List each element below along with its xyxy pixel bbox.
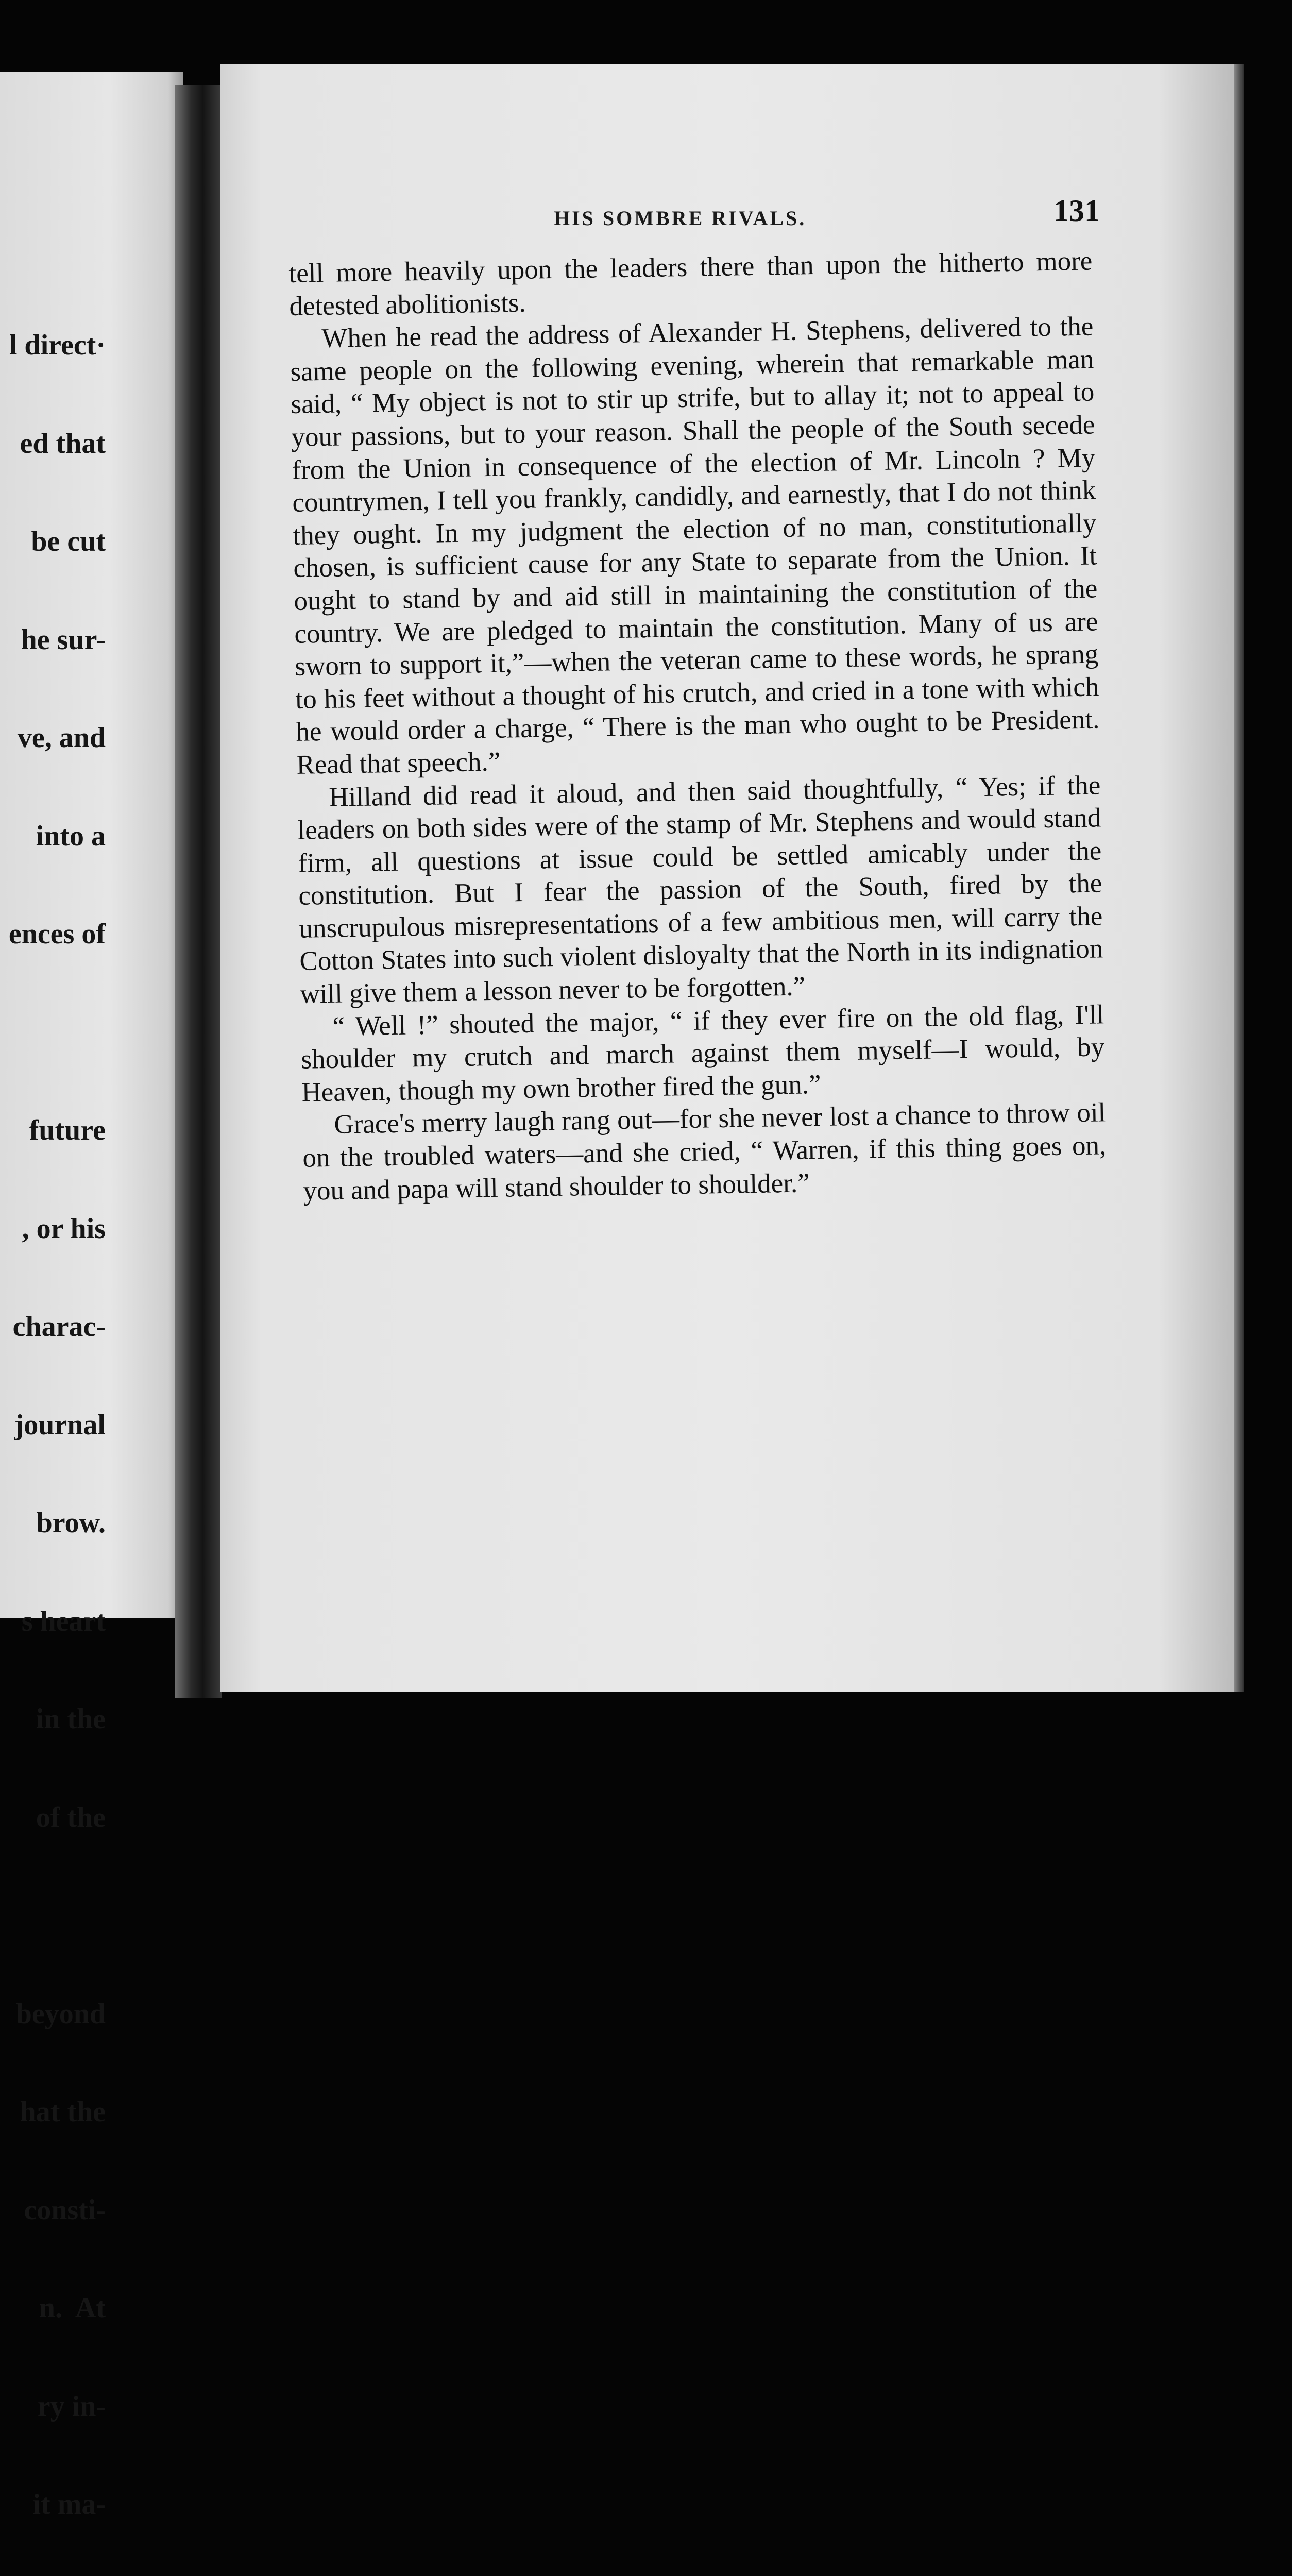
left-line: ences of (8, 918, 106, 950)
left-line: s heart (21, 1605, 106, 1637)
left-line: charac- (12, 1311, 106, 1343)
left-line: future (29, 1114, 106, 1146)
left-line: it ma- (32, 2488, 106, 2520)
body-text (288, 245, 1107, 1207)
left-line: into a (36, 820, 106, 852)
paragraph: When he read the address of Alexander H. Stephens, delivered to the same people on the following evening, wherein that remarkable man said, “ My object is not to stir up strife, but to allay it; not to appeal to your passions, but to your reason. Shall the people of the South secede from the Union in consequence of the election of Mr. Lincoln ? My countrymen, I tell you frankly, candidly, and earnestly, that I do not think they ought. In my judgment the election of no man, constitutionally chosen, is sufficient cause for any State to separate from the Union. It ought to stand by and aid still in maintaining the constitution of the country. We are pledged to maintain the constitution. Many of us are sworn to support it,”—when the veteran came to these words, he sprang to his feet without a thought of his crutch, and cried in a tone with which he would order a charge, “ There is the man who ought to be President. Read that speech.” (290, 311, 1100, 780)
left-line: ry in- (37, 2390, 106, 2422)
left-line: n. At (39, 2292, 106, 2324)
paragraph: “ Well !” shouted the major, “ if they ever fire on the old flag, I'll shoulder my crutch and march against them myself—I would, by Heaven, though my own brother fired the gun.” (301, 999, 1105, 1108)
running-title: HIS SOMBRE RIVALS. (554, 207, 807, 230)
page-number: 131 (1053, 194, 1100, 228)
left-facing-page (0, 72, 183, 2520)
paragraph: Grace's merry laugh rang out—for she never lost a chance to throw oil on the troubled waters—and she cried, “ Warren, if this thing goes on, you and papa will stand shoulder to shoulder.” (302, 1097, 1107, 1206)
left-line: beyond (15, 1997, 106, 2030)
left-line (0, 1016, 106, 1049)
left-page-text (0, 264, 106, 2576)
left-line: he sur- (21, 623, 106, 656)
left-line: ve, and (17, 722, 106, 754)
left-line: brow. (36, 1507, 106, 1539)
paragraph: tell more heavily upon the leaders there than upon the hitherto more detested abolitionists. (288, 246, 1093, 321)
left-line: l direct· (9, 329, 106, 361)
paragraph: Hilland did read it aloud, and then said thoughtfully, “ Yes; if the leaders on both sides were of the stamp of Mr. Stephens and would stand firm, all questions at issue could be settled amicably under the constitution. But I fear the passion of the South, fired by the unscrupulous misrepresentations of a few ambitious men, will carry the Cotton States into such violent disloyalty that the North in its indignation will give them a lesson never to be forgotten.” (297, 770, 1103, 1009)
book-gutter (175, 85, 222, 1698)
left-line: journal (14, 1409, 106, 1441)
left-line: of the (36, 1801, 106, 1834)
left-line: be cut (31, 526, 106, 557)
left-line: hat the (20, 2096, 106, 2128)
left-line: , or his (22, 1212, 106, 1245)
left-line: in the (36, 1703, 106, 1735)
left-line: consti- (24, 2194, 106, 2226)
left-line (0, 1900, 106, 1933)
page-edge (1234, 64, 1244, 1692)
left-line: ed that (20, 427, 106, 460)
